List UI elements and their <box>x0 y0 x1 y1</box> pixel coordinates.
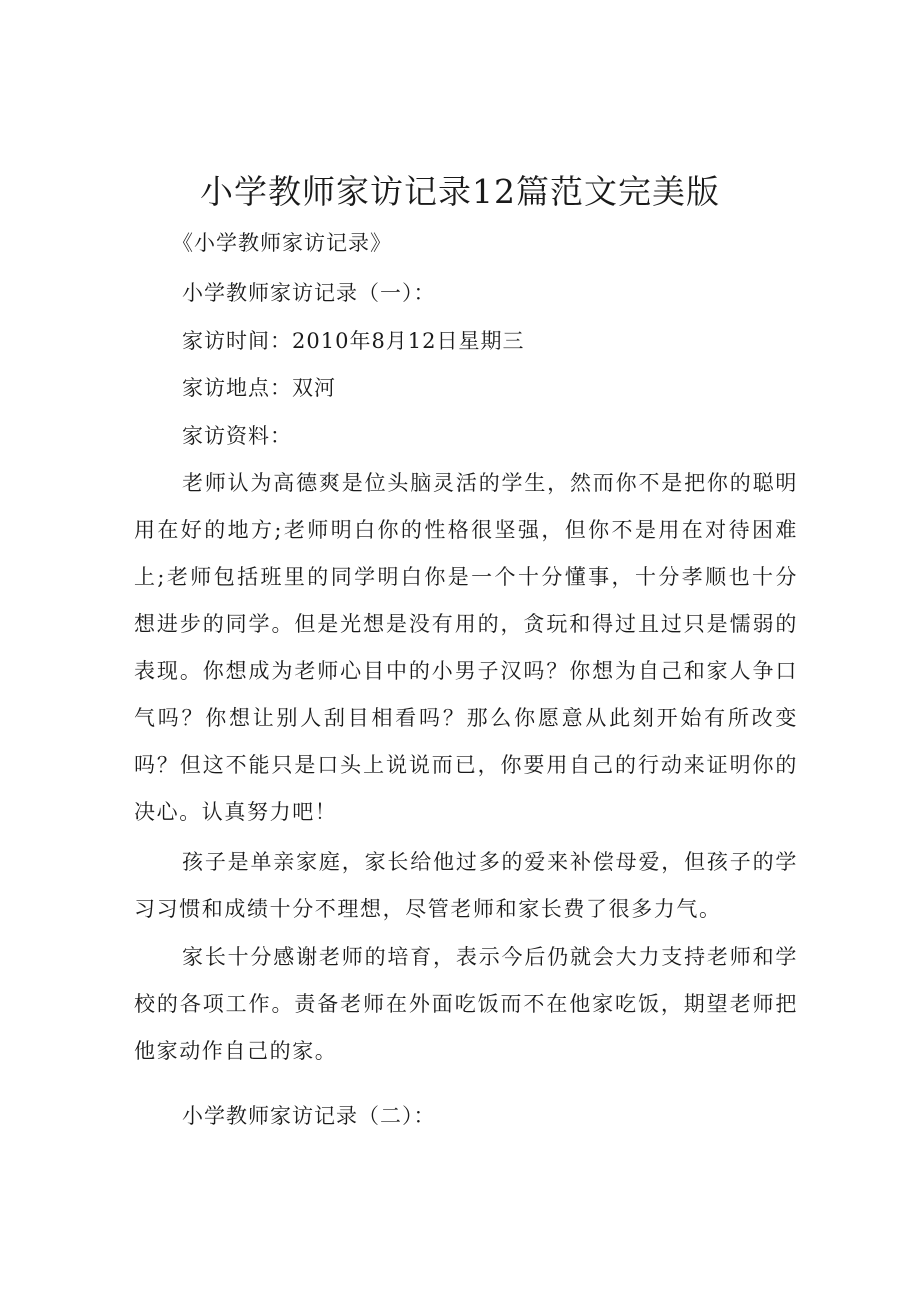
paragraph-3: 家长十分感谢老师的培育，表示今后仍就会大力支持老师和学校的各项工作。责备老师在外面吃饭而不在他家吃饭，期望老师把他家动作自己的家。 <box>134 945 798 1063</box>
visit-place: 家访地点：双河 <box>182 376 336 400</box>
section-heading-2: 小学教师家访记录（二）： <box>182 1104 436 1128</box>
document-title: 小学教师家访记录12篇范文完美版 <box>200 172 720 211</box>
paragraph-2: 孩子是单亲家庭，家长给他过多的爱来补偿母爱，但孩子的学习习惯和成绩十分不理想，尽管老师和家长费了很多力气。 <box>134 850 798 921</box>
visit-content-label: 家访资料： <box>182 424 292 448</box>
section-heading-1: 小学教师家访记录（一）： <box>182 281 436 305</box>
visit-time: 家访时间：2010年8月12日星期三 <box>182 329 525 353</box>
document-subtitle: 《小学教师家访记录》 <box>172 231 392 255</box>
paragraph-1: 老师认为高德爽是位头脑灵活的学生，然而你不是把你的聪明用在好的地方;老师明白你的性格很坚强，但你不是用在对待困难上;老师包括班里的同学明白你是一个十分懂事，十分孝顺也十分想进步的同学。但是光想是没有用的，贪玩和得过且过只是懦弱的表现。你想成为老师心目中的小男子汉吗？你想为自己和家人争口气吗？你想让别人刮目相看吗？那么你愿意从此刻开始有所改变吗？但这不能只是口头上说说而已，你要用自己的行动来证明你的决心。认真努力吧！ <box>134 471 798 824</box>
